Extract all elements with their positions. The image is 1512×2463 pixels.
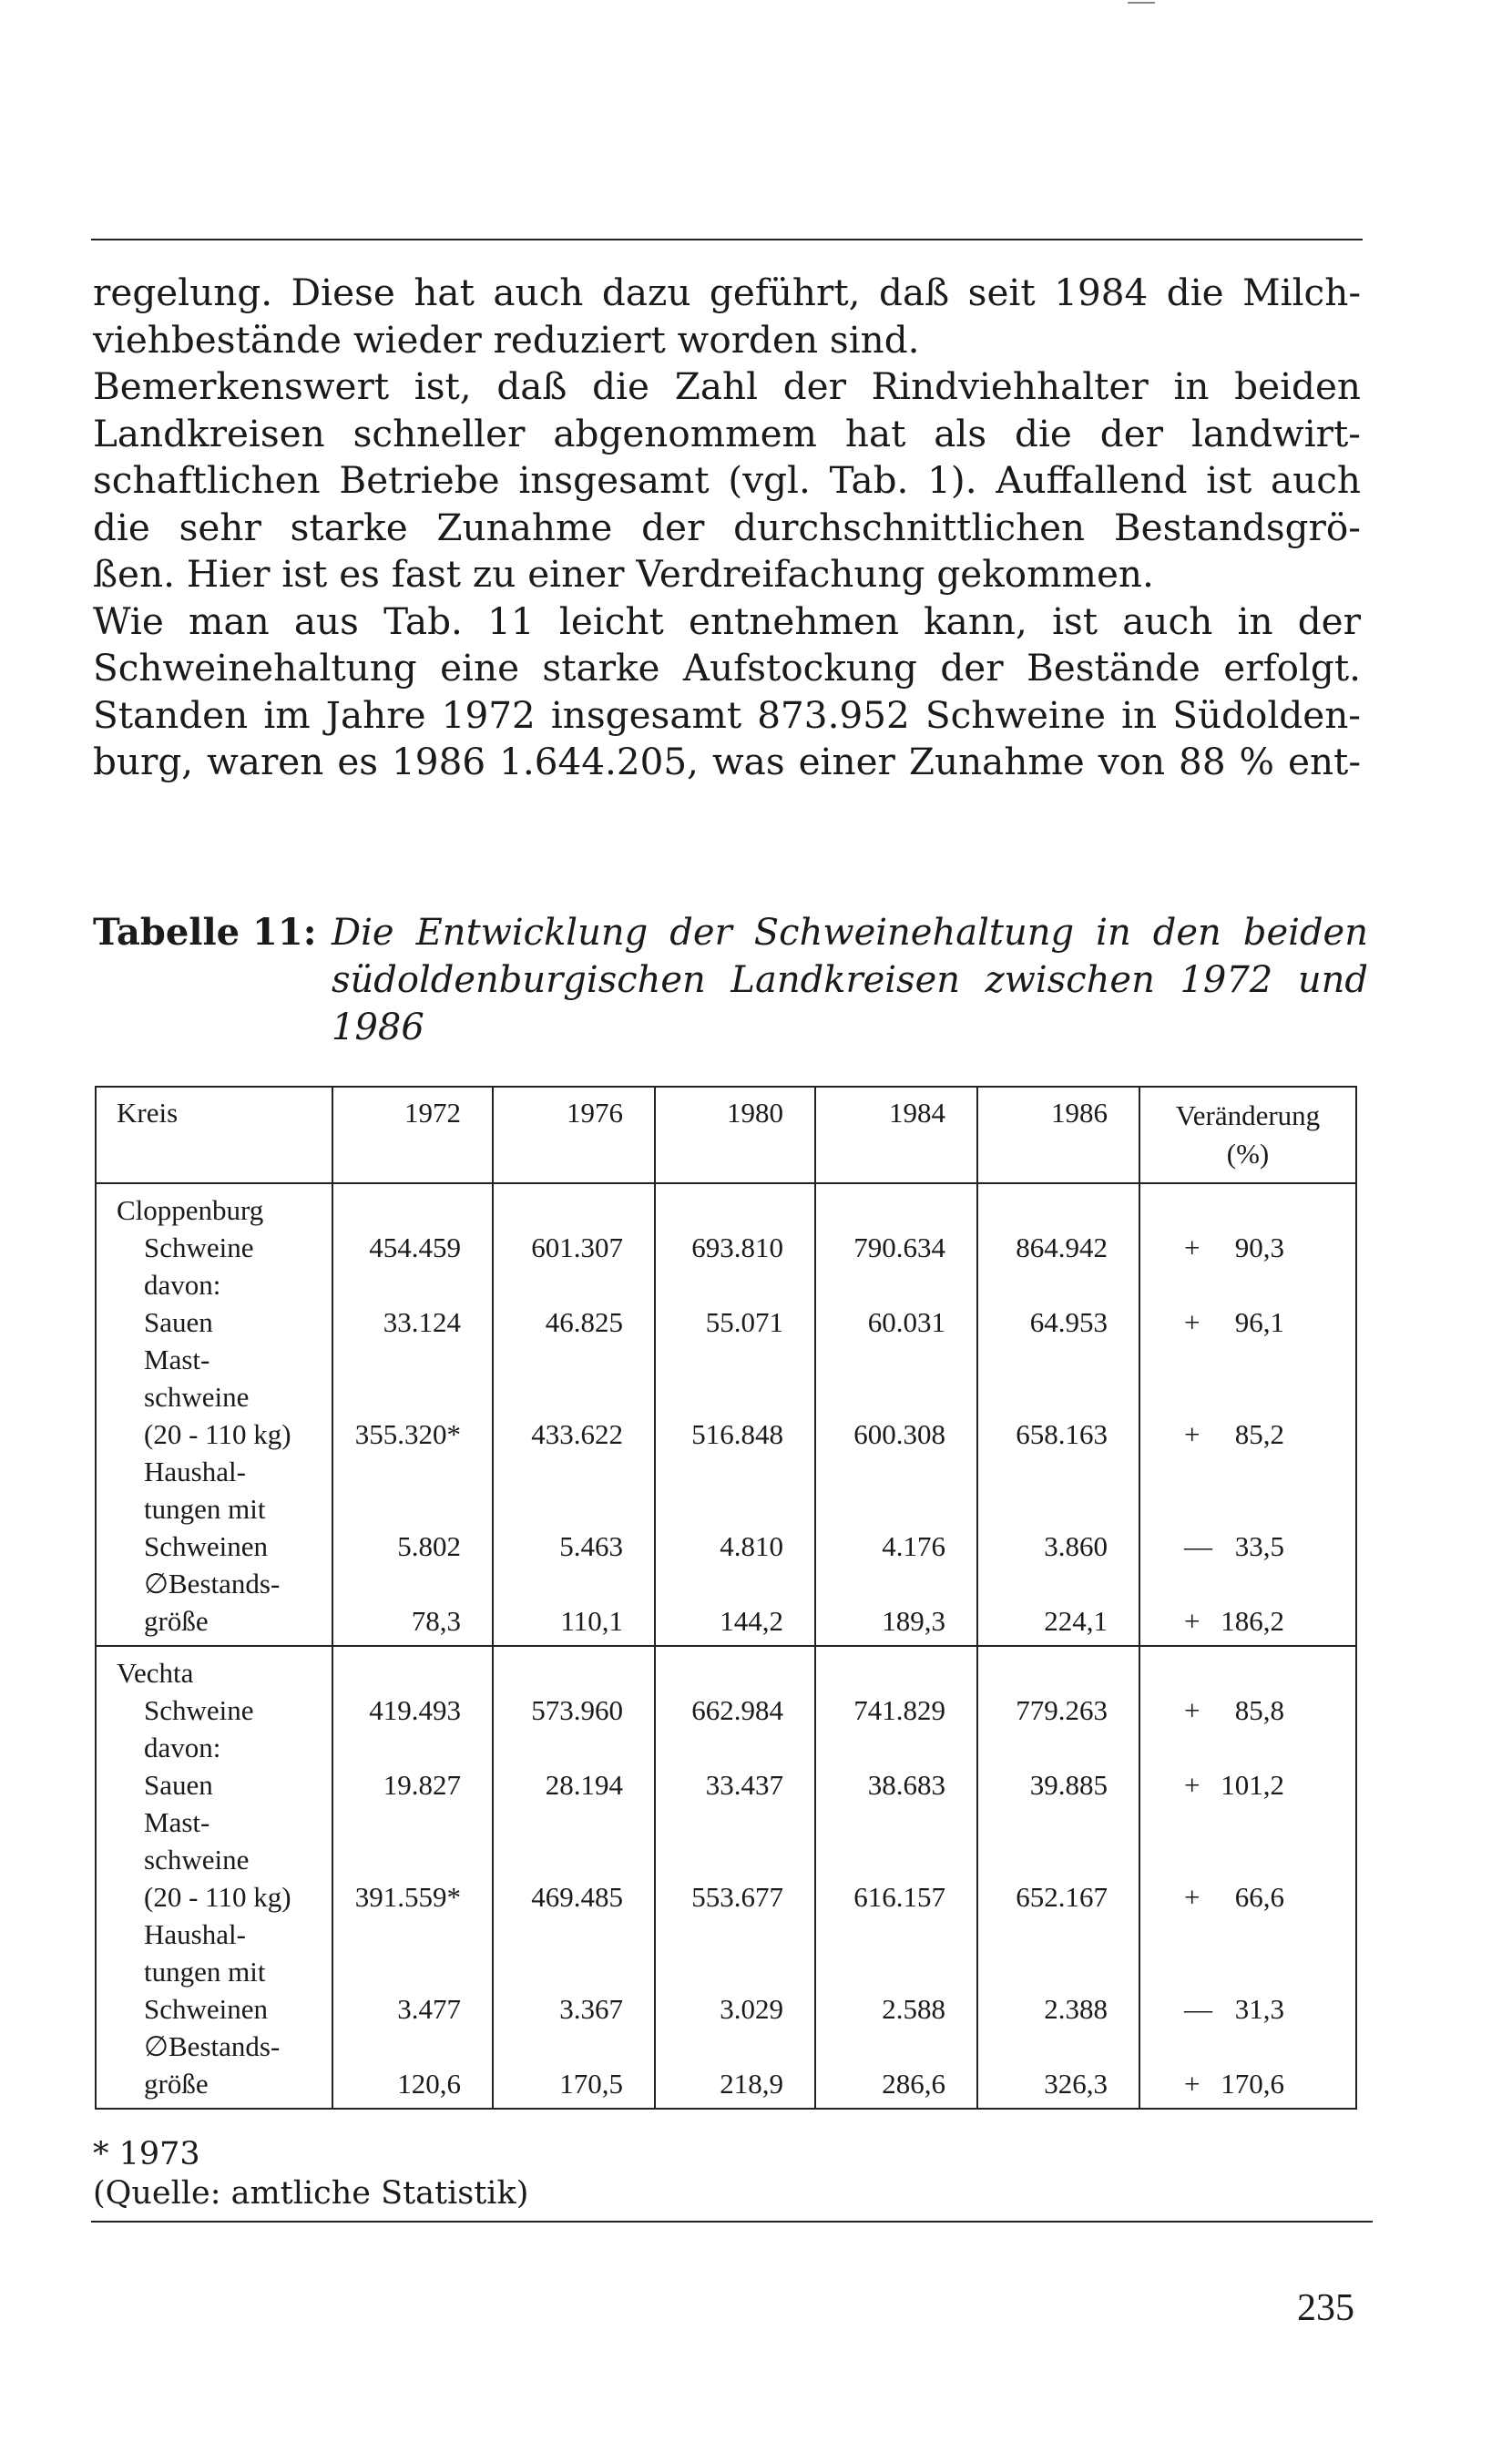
change-value — [1140, 1990, 1284, 2028]
value-cell: 553.677 — [655, 1804, 815, 1916]
spacer-cell — [493, 2102, 655, 2109]
table-row — [96, 1453, 1356, 1565]
value-cell: 78,3 — [332, 1565, 493, 1640]
value-cell: 454.459 — [332, 1229, 493, 1266]
table-row — [96, 2028, 1356, 2102]
value-cell: 3.860 — [977, 1453, 1139, 1565]
row-label-line: ∅Bestands- — [144, 1568, 281, 1599]
table-row — [96, 1729, 1356, 1804]
change-percent: 96,1 — [1234, 1306, 1284, 1338]
change-percent: 66,6 — [1234, 1881, 1284, 1913]
row-label-line: Schweine — [144, 1694, 254, 1726]
body-line: Bemerkenswert ist, daß die Zahl der Rindviehhalter in beiden — [93, 364, 1361, 408]
value-cell: 516.848 — [655, 1341, 815, 1453]
footnote-source: (Quelle: amtliche Statistik) — [93, 2175, 529, 2212]
value-cell: 286,6 — [815, 2028, 977, 2102]
page-number: 235 — [1297, 2287, 1354, 2329]
value-cell: 391.559* — [332, 1804, 493, 1916]
table-footnote — [93, 2135, 528, 2213]
table-header-row — [96, 1087, 1356, 1183]
body-paragraphs — [93, 270, 1361, 786]
row-label-line: Mast- — [144, 1806, 210, 1838]
header-1986: 1986 — [977, 1087, 1139, 1183]
group-spacer — [96, 2102, 1356, 2109]
table-row — [96, 1266, 1356, 1341]
value-cell: 3.367 — [493, 1916, 655, 2028]
change-value — [1140, 2065, 1284, 2102]
value-cell: 120,6 — [332, 2028, 493, 2102]
row-label-line: tungen mit — [144, 1493, 266, 1525]
value-cell: 19.827 — [332, 1729, 493, 1804]
spacer-cell — [96, 2102, 332, 2109]
change-cell — [1139, 2028, 1356, 2102]
change-cell — [1139, 1266, 1356, 1341]
row-label-line: Sauen — [144, 1769, 213, 1801]
empty-cell — [655, 1646, 815, 1691]
value-cell: 39.885 — [977, 1729, 1139, 1804]
value-cell: 741.829 — [815, 1691, 977, 1729]
value-cell: 60.031 — [815, 1266, 977, 1341]
group-name-row — [96, 1646, 1356, 1691]
row-label-line: Schweinen — [144, 1530, 269, 1562]
value-cell: 433.622 — [493, 1341, 655, 1453]
value-cell: 38.683 — [815, 1729, 977, 1804]
row-label-line: ∅Bestands- — [144, 2030, 281, 2062]
value-cell: 693.810 — [655, 1229, 815, 1266]
body-line: schaftlichen Betriebe insgesamt (vgl. Tab. 1). Auffallend ist auch — [93, 458, 1361, 502]
spacer-cell — [655, 2102, 815, 2109]
value-cell: 573.960 — [493, 1691, 655, 1729]
empty-cell — [493, 1646, 655, 1691]
table-row — [96, 1804, 1356, 1916]
empty-cell — [977, 1183, 1139, 1229]
body-line: burg, waren es 1986 1.644.205, was einer Zunahme von 88 % ent- — [93, 740, 1361, 783]
table-caption-label: Tabelle 11: — [93, 911, 317, 954]
caption-line: Die Entwicklung der Schweinehaltung in den beiden — [332, 912, 1368, 954]
pig-farming-table — [95, 1086, 1357, 2110]
value-cell: 601.307 — [493, 1229, 655, 1266]
footnote-asterisk: * 1973 — [93, 2136, 200, 2172]
body-line: regelung. Diese hat auch dazu geführt, daß seit 1984 die Milch- — [93, 271, 1361, 314]
value-cell: 662.984 — [655, 1691, 815, 1729]
row-label-line: Sauen — [144, 1306, 213, 1338]
spacer-cell — [977, 2102, 1139, 2109]
value-cell: 28.194 — [493, 1729, 655, 1804]
change-value — [1140, 1229, 1284, 1266]
value-cell: 170,5 — [493, 2028, 655, 2102]
change-value — [1140, 1415, 1284, 1453]
spacer-cell — [655, 1640, 815, 1646]
change-percent: 31,3 — [1234, 1993, 1284, 2025]
table-row — [96, 1691, 1356, 1729]
value-cell: 218,9 — [655, 2028, 815, 2102]
change-sign: + — [1184, 1881, 1200, 1913]
row-label-line: Haushal- — [144, 1456, 246, 1487]
change-value — [1140, 1766, 1284, 1804]
row-label — [96, 1691, 332, 1729]
empty-cell — [493, 1183, 655, 1229]
row-label-line: Mast- — [144, 1344, 210, 1375]
change-sign: + — [1184, 1418, 1200, 1450]
change-sign: + — [1184, 1769, 1200, 1801]
empty-cell — [977, 1646, 1139, 1691]
row-label — [96, 1916, 332, 2028]
table-row — [96, 1341, 1356, 1453]
caption-line: 1986 — [332, 1007, 424, 1048]
table-row — [96, 1229, 1356, 1266]
body-line: Schweinehaltung eine starke Aufstockung der Bestände erfolgt. — [93, 646, 1361, 690]
row-label — [96, 1565, 332, 1640]
empty-cell — [332, 1183, 493, 1229]
spacer-cell — [1139, 1640, 1356, 1646]
value-cell: 779.263 — [977, 1691, 1139, 1729]
value-cell: 5.802 — [332, 1453, 493, 1565]
change-cell — [1139, 1565, 1356, 1640]
change-sign: — — [1184, 1993, 1212, 2025]
spacer-cell — [493, 1640, 655, 1646]
body-line: viehbestände wieder reduziert worden sind. — [93, 317, 920, 362]
body-line: Wie man aus Tab. 11 leicht entnehmen kann, ist auch in der — [93, 598, 1361, 643]
body-line: Landkreisen schneller abgenommem hat als die der landwirt- — [93, 411, 1361, 455]
change-percent: 33,5 — [1234, 1530, 1284, 1562]
group-name: Cloppenburg — [96, 1183, 332, 1229]
row-label — [96, 1729, 332, 1804]
change-value — [1140, 1528, 1284, 1565]
group-name-row — [96, 1183, 1356, 1229]
spacer-cell — [815, 2102, 977, 2109]
change-value — [1140, 1602, 1284, 1640]
row-label — [96, 1804, 332, 1916]
row-label — [96, 1266, 332, 1341]
header-kreis: Kreis — [96, 1087, 332, 1183]
change-value — [1140, 1691, 1284, 1729]
empty-cell — [655, 1183, 815, 1229]
bottom-rule — [91, 2221, 1373, 2223]
change-cell — [1139, 1804, 1356, 1916]
spacer-cell — [96, 1640, 332, 1646]
spacer-cell — [332, 2102, 493, 2109]
value-cell: 46.825 — [493, 1266, 655, 1341]
value-cell: 189,3 — [815, 1565, 977, 1640]
header-1980: 1980 — [655, 1087, 815, 1183]
row-label-line: tungen mit — [144, 1956, 266, 1988]
value-cell: 616.157 — [815, 1804, 977, 1916]
change-percent: 101,2 — [1221, 1769, 1284, 1801]
spacer-cell — [332, 1640, 493, 1646]
empty-cell — [332, 1646, 493, 1691]
value-cell: 110,1 — [493, 1565, 655, 1640]
value-cell: 5.463 — [493, 1453, 655, 1565]
change-cell — [1139, 1691, 1356, 1729]
value-cell: 600.308 — [815, 1341, 977, 1453]
row-label-line: größe — [144, 2068, 209, 2100]
change-cell — [1139, 1729, 1356, 1804]
change-value — [1140, 1878, 1284, 1916]
value-cell: 652.167 — [977, 1804, 1139, 1916]
value-cell: 4.176 — [815, 1453, 977, 1565]
row-label-line: größe — [144, 1605, 209, 1637]
value-cell: 658.163 — [977, 1341, 1139, 1453]
table-caption-text — [332, 909, 1368, 1051]
group-spacer — [96, 1640, 1356, 1646]
header-1984: 1984 — [815, 1087, 977, 1183]
header-change — [1139, 1087, 1356, 1183]
value-cell: 33.124 — [332, 1266, 493, 1341]
header-change-unit: (%) — [1226, 1138, 1270, 1170]
change-percent: 186,2 — [1221, 1605, 1284, 1637]
change-percent: 85,8 — [1234, 1694, 1284, 1726]
row-label-line: Schweine — [144, 1232, 254, 1263]
change-cell — [1139, 1453, 1356, 1565]
caption-line: südoldenburgischen Landkreisen zwischen 1972 und — [332, 959, 1368, 1001]
row-label-line: (20 - 110 kg) — [144, 1881, 291, 1913]
row-label-line: (20 - 110 kg) — [144, 1418, 291, 1450]
empty-cell — [1139, 1646, 1356, 1691]
row-label — [96, 2028, 332, 2102]
data-table — [95, 1086, 1357, 2110]
header-1972: 1972 — [332, 1087, 493, 1183]
value-cell: 419.493 — [332, 1691, 493, 1729]
change-percent: 90,3 — [1234, 1232, 1284, 1263]
value-cell: 55.071 — [655, 1266, 815, 1341]
value-cell: 864.942 — [977, 1229, 1139, 1266]
row-label-line: Schweinen — [144, 1993, 269, 2025]
change-sign: + — [1184, 1694, 1200, 1726]
value-cell: 224,1 — [977, 1565, 1139, 1640]
corner-mark — [1128, 2, 1155, 4]
change-value — [1140, 1303, 1284, 1341]
value-cell: 2.588 — [815, 1916, 977, 2028]
header-change-label: Veränderung — [1175, 1099, 1321, 1131]
change-sign: + — [1184, 1605, 1200, 1637]
table-group-vechta — [96, 1646, 1356, 2109]
body-line: Standen im Jahre 1972 insgesamt 873.952 Schweine in Südolden- — [93, 692, 1361, 737]
header-1976: 1976 — [493, 1087, 655, 1183]
row-label — [96, 1341, 332, 1453]
value-cell: 3.029 — [655, 1916, 815, 2028]
change-cell — [1139, 1341, 1356, 1453]
spacer-cell — [815, 1640, 977, 1646]
empty-cell — [815, 1183, 977, 1229]
value-cell: 469.485 — [493, 1804, 655, 1916]
change-sign: + — [1184, 1306, 1200, 1338]
row-label — [96, 1453, 332, 1565]
change-percent: 85,2 — [1234, 1418, 1284, 1450]
table-group-cloppenburg — [96, 1183, 1356, 1646]
row-label-line: davon: — [144, 1269, 221, 1301]
change-cell — [1139, 1229, 1356, 1266]
empty-cell — [1139, 1183, 1356, 1229]
row-label-line: Haushal- — [144, 1918, 246, 1950]
row-label-line: schweine — [144, 1844, 250, 1875]
spacer-cell — [977, 1640, 1139, 1646]
row-label-line: schweine — [144, 1381, 250, 1413]
value-cell: 4.810 — [655, 1453, 815, 1565]
empty-cell — [815, 1646, 977, 1691]
row-label — [96, 1229, 332, 1266]
change-sign: + — [1184, 2068, 1200, 2100]
change-percent: 170,6 — [1221, 2068, 1284, 2100]
value-cell: 64.953 — [977, 1266, 1139, 1341]
change-sign: + — [1184, 1232, 1200, 1263]
top-rule — [91, 239, 1363, 240]
change-cell — [1139, 1916, 1356, 2028]
value-cell: 33.437 — [655, 1729, 815, 1804]
value-cell: 790.634 — [815, 1229, 977, 1266]
body-line: ßen. Hier ist es fast zu einer Verdreifachung gekommen. — [93, 552, 1154, 596]
row-label-line: davon: — [144, 1732, 221, 1763]
group-name: Vechta — [96, 1646, 332, 1691]
change-sign: — — [1184, 1530, 1212, 1562]
value-cell: 144,2 — [655, 1565, 815, 1640]
spacer-cell — [1139, 2102, 1356, 2109]
value-cell: 2.388 — [977, 1916, 1139, 2028]
table-row — [96, 1565, 1356, 1640]
value-cell: 326,3 — [977, 2028, 1139, 2102]
table-row — [96, 1916, 1356, 2028]
body-line: die sehr starke Zunahme der durchschnittlichen Bestandsgrö- — [93, 505, 1361, 549]
value-cell: 3.477 — [332, 1916, 493, 2028]
value-cell: 355.320* — [332, 1341, 493, 1453]
